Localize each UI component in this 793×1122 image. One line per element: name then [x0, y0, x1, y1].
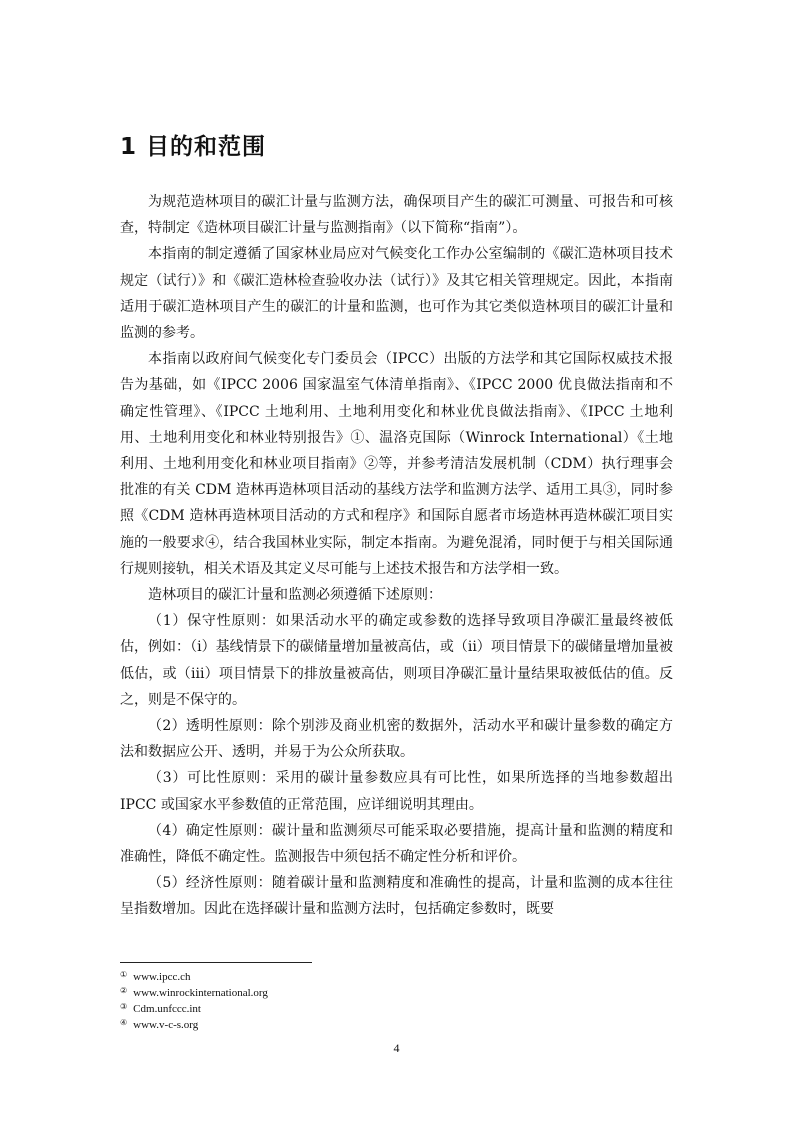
section-heading: 1 目的和范围: [120, 134, 267, 160]
footnote-link-vcs[interactable]: www.v-c-s.org: [133, 1019, 199, 1031]
paragraph-principle-conservative: （1）保守性原则：如果活动水平的确定或参数的选择导致项目净碳汇量最终被低估，例如：（i）基线情景下的碳储量增加量被高估，或（ii）项目情景下的碳储量增加量被低估，或（iii）项目情景下的排放量被高估，则项目净碳汇量计量结果取被低估的值。反之，则是不保守的。: [120, 613, 673, 708]
footnote-link-ipcc[interactable]: www.ipcc.ch: [133, 971, 191, 983]
paragraph-purpose: 为规范造林项目的碳汇计量与监测方法，确保项目产生的碳汇可测量、可报告和可核查，特制定《造林项目碳汇计量与监测指南》（以下简称“指南”）。: [120, 194, 673, 237]
paragraph-principle-transparency: （2）透明性原则：除个别涉及商业机密的数据外，活动水平和碳计量参数的确定方法和数据应公开、透明，并易于为公众所获取。: [120, 718, 673, 761]
footnotes: [120, 968, 268, 1032]
footnote-link-winrock[interactable]: www.winrockinternational.org: [133, 987, 268, 999]
paragraph-references: 本指南以政府间气候变化专门委员会（IPCC）出版的方法学和其它国际权威技术报告为基础，如《IPCC 2006 国家温室气体清单指南》、《IPCC 2000 优良做法指南和不确定性管理》、《IPCC 土地利用、土地利用变化和林业优良做法指南》、《IPCC 土地利用、土地利用变化和林业特别报告》①、温洛克国际（Winrock International）《土地利用、土地利用变化和林业项目指南》②等，并参考清洁发展机制（CDM）执行理事会批准的有关 CDM 造林再造林项目活动的基线方法学和监测方法学、适用工具③，同时参照《CDM 造林再造林项目活动的方式和程序》和国际自愿者市场造林再造林碳汇项目实施的一般要求④，结合我国林业实际，制定本指南。为避免混淆，同时便于与相关国际通行规则接轨，相关术语及其定义尽可能与上述技术报告和方法学相一致。: [120, 351, 673, 577]
paragraph-basis: 本指南的制定遵循了国家林业局应对气候变化工作办公室编制的《碳汇造林项目技术规定（试行）》和《碳汇造林检查验收办法（试行）》及其它相关管理规定。因此，本指南适用于碳汇造林项目产生的碳汇的计量和监测，也可作为其它类似造林项目的碳汇计量和监测的参考。: [120, 246, 673, 342]
paragraph-principles-intro: 造林项目的碳汇计量和监测必须遵循下述原则：: [148, 587, 442, 604]
footnote-divider: [120, 962, 312, 963]
footnote-item: [120, 968, 268, 984]
footnote-item: [120, 1000, 268, 1016]
body-text: [120, 189, 673, 923]
footnote-mark: ④: [120, 1018, 128, 1027]
footnote-item: [120, 1016, 268, 1032]
paragraph-principle-comparability: （3）可比性原则：采用的碳计量参数应具有可比性，如果所选择的当地参数超出 IPCC 或国家水平参数值的正常范围，应详细说明其理由。: [120, 770, 673, 813]
footnote-mark: ①: [120, 970, 128, 979]
footnote-mark: ②: [120, 986, 128, 995]
footnote-link-cdm[interactable]: Cdm.unfccc.int: [133, 1003, 201, 1015]
footnote-item: [120, 984, 268, 1000]
footnote-mark: ③: [120, 1002, 128, 1011]
paragraph-principle-economy: （5）经济性原则：随着碳计量和监测精度和准确性的提高，计量和监测的成本往往呈指数增加。因此在选择碳计量和监测方法时，包括确定参数时，既要: [120, 875, 673, 918]
page-number: 4: [393, 1041, 400, 1055]
paragraph-principle-certainty: （4）确定性原则：碳计量和监测须尽可能采取必要措施，提高计量和监测的精度和准确性，降低不确定性。监测报告中须包括不确定性分析和评价。: [120, 822, 673, 866]
